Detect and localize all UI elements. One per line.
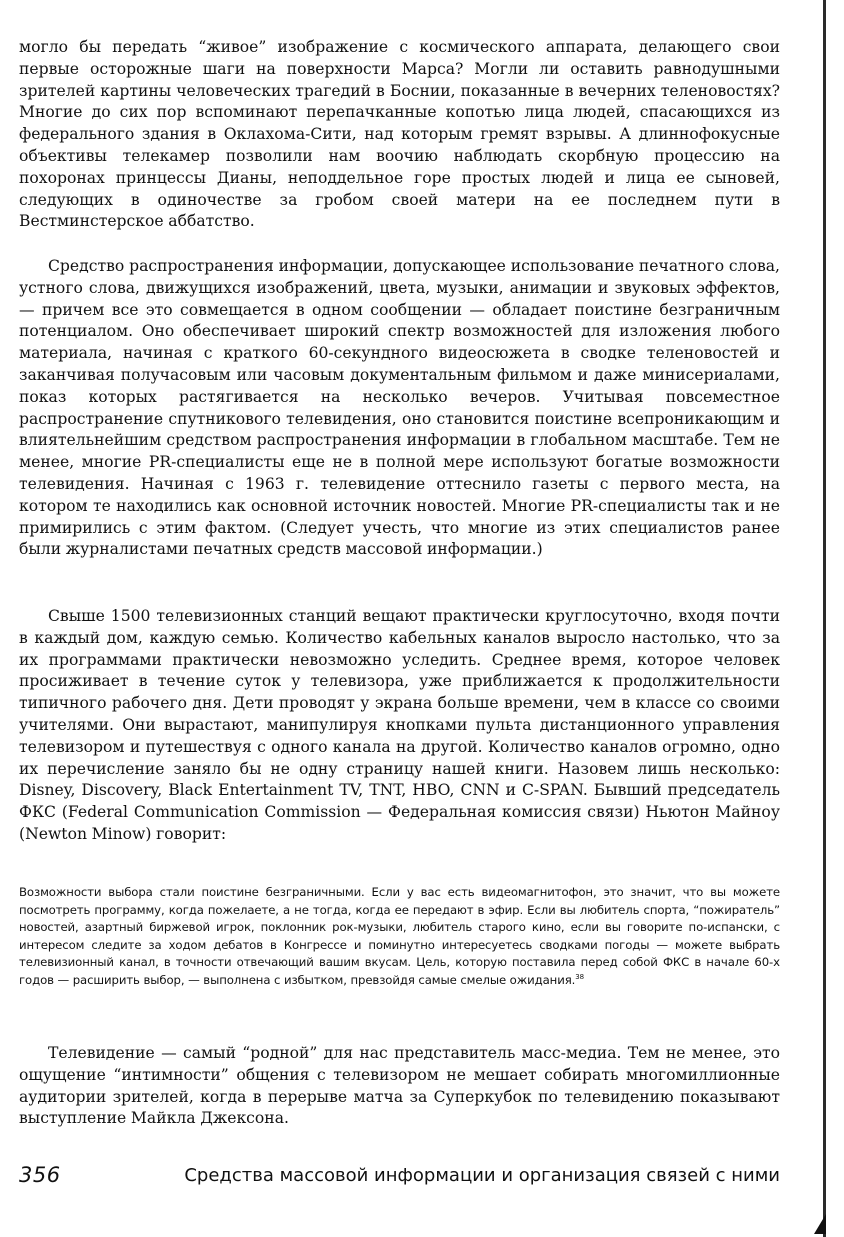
- block-quote: [19, 884, 780, 990]
- page-number: 356: [19, 1163, 61, 1187]
- quote-text: Возможности выбора стали поистине безграничными. Если у вас есть видеомагнитофон, это значит, что вы можете посмотреть программу, когда пожелаете, а не тогда, когда ее передают в эфир. Если вы любитель спорта, “пожиратель” новостей, азартный биржевой игрок, поклонник рок-музыки, любитель старого кино, если вы говорите по-испански, с интересом следите за ходом дебатов в Конгрессе и поминутно интересуетесь сводками погоды — можете выбрать телевизионный канал, в точности отвечающий вашим вкусам. Цель, которую поставила перед собой ФКС в начале 60-х годов — расширить выбор, — выполнена с избытком, превзойдя самые смелые ожидания.: [19, 885, 780, 987]
- paragraph-2: Средство распространения информации, допускающее использование печатного слова, устного слова, движущихся изображений, цвета, музыки, анимации и звуковых эффектов, — причем все это совмещается в одном сообщении — обладает поистине безграничным потенциалом. Оно обеспечивает широкий спектр возможностей для изложения любого материала, начиная с краткого 60-секундного видеосюжета в сводке теленовостей и заканчивая получасовым или часовым документальным фильмом и даже минисериалами, показ которых растягивается на несколько вечеров. Учитывая повсеместное распространение спутникового телевидения, оно становится поистине всепроникающим и влиятельнейшим средством распространения информации в глобальном масштабе. Тем не менее, многие PR-специалисты еще не в полной мере используют богатые возможности телевидения. Начиная с 1963 г. телевидение оттеснило газеты с первого места, на котором те находились как основной источник новостей. Многие PR-специалисты так и не примирились с этим фактом. (Следует учесть, что многие из этих специалистов ранее были журналистами печатных средств массовой информации.): [19, 257, 780, 559]
- scan-edge-line: [823, 0, 826, 1237]
- footnote-ref: 38: [575, 973, 584, 982]
- paragraph-3: Свыше 1500 телевизионных станций вещают практически круглосуточно, входя почти в каждый дом, каждую семью. Количество кабельных каналов выросло настолько, что за их программами практически невозможно уследить. Среднее время, которое человек просиживает в течение суток у телевизора, уже приближается к продолжительности типичного рабочего дня. Дети проводят у экрана больше времени, чем в классе со своими учителями. Они вырастают, манипулируя кнопками пульта дистанционного управления телевизором и путешествуя с одного канала на другой. Количество каналов огромно, одно их перечисление заняло бы не одну страницу нашей книги. Назовем лишь несколько: Disney, Discovery, Black Entertainment TV, TNT, HBO, CNN и C-SPAN. Бывший председатель ФКС (Federal Communication Commission — Федеральная комиссия связи) Ньютон Майноу (Newton Minow) говорит:: [19, 607, 780, 843]
- paragraph-4: Телевидение — самый “родной” для нас представитель масс-медиа. Тем не менее, это ощущение “интимности” общения с телевизором не мешает собирать многомиллионные аудитории зрителей, когда в перерыве матча за Суперкубок по телевидению показывают выступление Майкла Джексона.: [19, 1044, 780, 1128]
- paragraph-1: могло бы передать “живое” изображение с космического аппарата, делающего свои первые осторожные шаги на поверхности Марса? Могли ли оставить равнодушными зрителей картины человеческих трагедий в Боснии, показанные в вечерних теленовостях? Многие до сих пор вспоминают перепачканные копотью лица людей, спасающихся из федерального здания в Оклахома-Сити, над которым гремят взрывы. А длиннофокусные объективы телекамер позволили нам воочию наблюдать скорбную процессию на похоронах принцессы Дианы, неподдельное горе простых людей и лица ее сыновей, следующих в одиночестве за гробом своей матери на ее последнем пути в Вестминстерское аббатство.: [19, 38, 780, 231]
- scan-corner-mark: [814, 1214, 826, 1234]
- page-footer: [19, 1163, 780, 1193]
- running-title: Средства массовой информации и организация связей с ними: [184, 1165, 780, 1186]
